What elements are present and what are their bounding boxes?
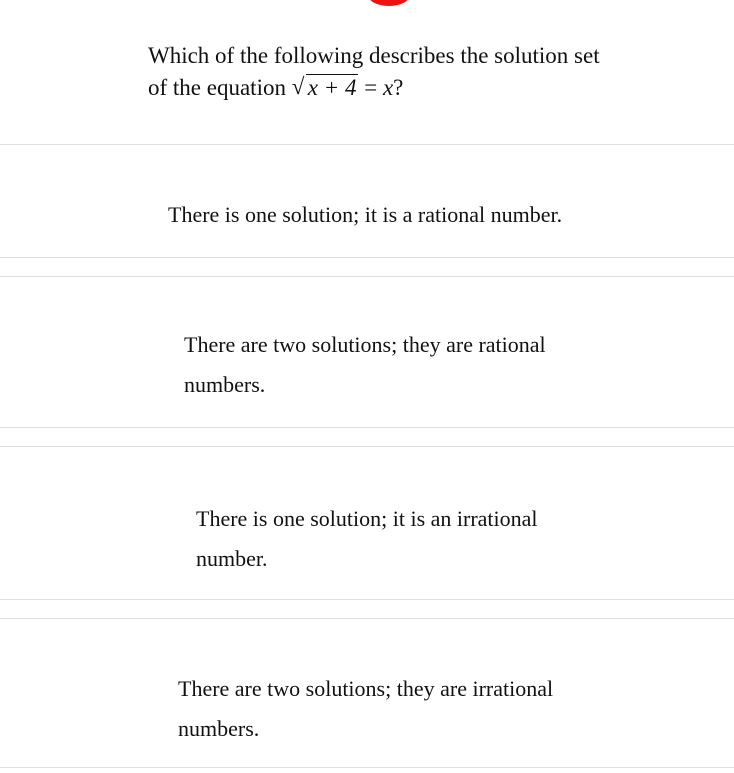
radical-sign-icon: √ [291, 74, 305, 99]
answer-option-a[interactable] [0, 145, 734, 257]
question-prefix: of the equation [148, 75, 292, 100]
divider [0, 599, 734, 600]
answer-option-d[interactable] [0, 619, 734, 767]
divider [0, 427, 734, 428]
answer-option-b[interactable] [0, 277, 734, 427]
divider [0, 767, 734, 768]
divider [0, 257, 734, 258]
question-text [148, 40, 668, 104]
rhs-variable: x [382, 75, 394, 100]
answer-option-text: There are two solutions; they are irrational numbers. [178, 676, 554, 741]
question-line-2 [148, 72, 668, 104]
red-circle-badge [368, 0, 410, 6]
question-mark: ? [393, 75, 404, 100]
answer-option-text: There are two solutions; they are rational numbers. [184, 332, 546, 397]
square-root-expression [292, 72, 359, 104]
radicand: x + 4 [307, 75, 357, 100]
question-line-1: Which of the following describes the solution set [148, 43, 600, 68]
equals-sign: = [358, 75, 383, 100]
answer-option-c[interactable] [0, 447, 734, 599]
answer-option-text: There is one solution; it is a rational number. [168, 202, 563, 227]
answer-option-text: There is one solution; it is an irrational number. [196, 506, 538, 571]
